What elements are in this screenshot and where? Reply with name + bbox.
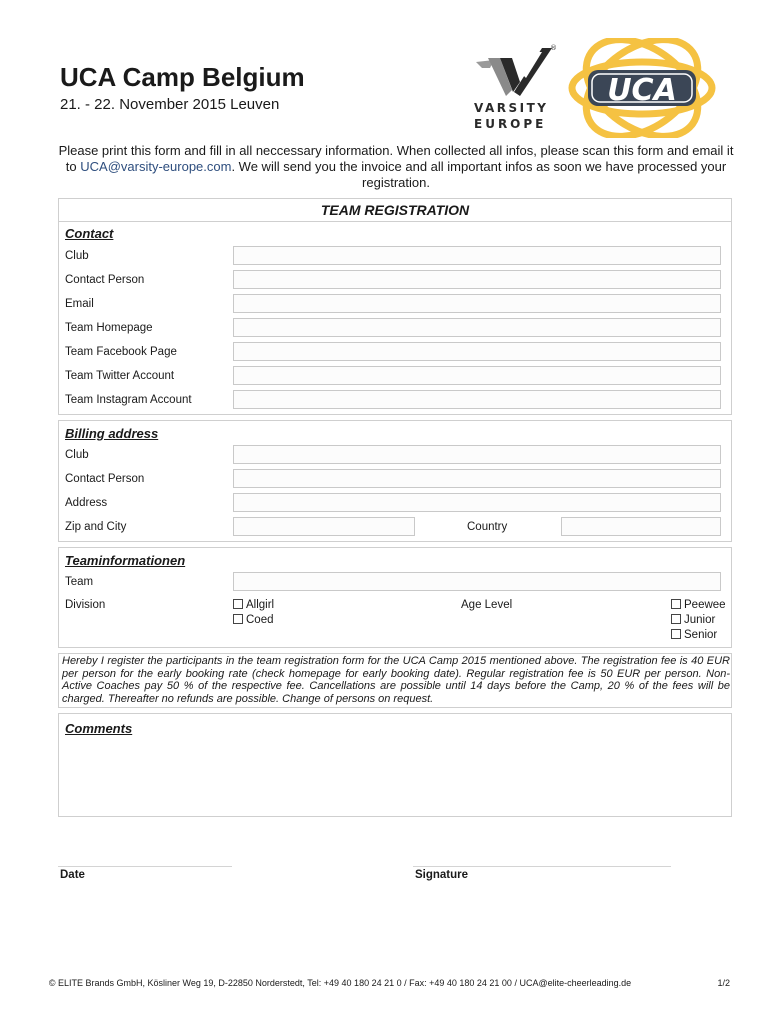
country-label: Country	[467, 521, 508, 533]
comments-section[interactable]	[58, 713, 732, 817]
email-label: Email	[65, 298, 94, 310]
signature-label: Signature	[415, 869, 469, 881]
contact-heading: Contact	[65, 226, 114, 241]
terms-section	[58, 653, 732, 708]
page-number: 1/2	[717, 978, 730, 988]
billing-address-input[interactable]	[233, 493, 721, 512]
billing-heading: Billing address	[65, 426, 159, 441]
billing-contact-label: Contact Person	[65, 473, 145, 485]
contact-email-link[interactable]: UCA@varsity-europe.com	[80, 159, 232, 174]
team-input[interactable]	[233, 572, 721, 591]
signature-line[interactable]	[413, 866, 671, 867]
age-level-label: Age Level	[461, 599, 513, 611]
zip-city-input[interactable]	[233, 517, 415, 536]
terms-text: Hereby I register the participants in the team registration form for the UCA Camp 2015 mentioned above. The registration fee is 40 EUR per person for the early booking rate (check homepage for early booking date). Regular registration fee is 50 EUR per person. Non-Active Coaches pay 50 % of the respective fee. Cancellations are possible until 14 days before the Camp, 20 % of the fees will be charged. Thereafter no refunds are possible. Change of persons on request.	[62, 655, 730, 705]
uca-logo	[568, 38, 716, 138]
division-coed-checkbox[interactable]: Coed	[233, 613, 274, 628]
team-instagram-label: Team Instagram Account	[65, 394, 192, 406]
event-date-location: 21. - 22. November 2015 Leuven	[60, 96, 280, 113]
age-junior-checkbox[interactable]: Junior	[671, 613, 715, 628]
email-input[interactable]	[233, 294, 721, 313]
team-twitter-label: Team Twitter Account	[65, 370, 175, 382]
page-title: UCA Camp Belgium	[60, 62, 305, 92]
team-homepage-input[interactable]	[233, 318, 721, 337]
svg-text:EUROPE: EUROPE	[474, 117, 547, 130]
contact-person-label: Contact Person	[65, 274, 145, 286]
comments-heading: Comments	[65, 721, 133, 736]
svg-text:®: ®	[550, 44, 557, 52]
team-label: Team	[65, 576, 94, 588]
billing-address-label: Address	[65, 497, 108, 509]
team-info-heading: Teaminformationen	[65, 553, 186, 568]
zip-city-label: Zip and City	[65, 521, 127, 533]
country-input[interactable]	[561, 517, 721, 536]
age-peewee-checkbox[interactable]: Peewee	[671, 598, 726, 613]
division-label: Division	[65, 599, 106, 611]
footer-address: © ELITE Brands GmbH, Kösliner Weg 19, D-22850 Norderstedt, Tel: +49 40 180 24 21 0 / Fax: +49 40 180 24 21 00 / UCA@elite-cheerleading.de	[48, 978, 632, 988]
date-label: Date	[60, 869, 85, 881]
intro-instructions: Please print this form and fill in all neccessary information. When collected all infos, please scan this form and email it to UCA@varsity-europe.com. We will send you the invoice and all important infos as soon we have processed your registration.	[58, 143, 734, 190]
contact-person-input[interactable]	[233, 270, 721, 289]
club-label: Club	[65, 250, 89, 262]
team-instagram-input[interactable]	[233, 390, 721, 409]
team-homepage-label: Team Homepage	[65, 322, 153, 334]
billing-club-input[interactable]	[233, 445, 721, 464]
club-input[interactable]	[233, 246, 721, 265]
billing-section	[58, 420, 732, 542]
svg-text:VARSITY: VARSITY	[474, 101, 549, 115]
billing-club-label: Club	[65, 449, 89, 461]
billing-contact-input[interactable]	[233, 469, 721, 488]
varsity-europe-logo	[466, 44, 558, 130]
team-facebook-input[interactable]	[233, 342, 721, 361]
svg-text:UCA: UCA	[607, 73, 677, 108]
division-allgirl-checkbox[interactable]: Allgirl	[233, 598, 274, 613]
team-info-section	[58, 547, 732, 648]
team-twitter-input[interactable]	[233, 366, 721, 385]
form-title: TEAM REGISTRATION	[59, 199, 731, 222]
age-senior-checkbox[interactable]: Senior	[671, 628, 717, 643]
team-facebook-label: Team Facebook Page	[65, 346, 177, 358]
contact-section	[58, 198, 732, 415]
date-line[interactable]	[58, 866, 232, 867]
